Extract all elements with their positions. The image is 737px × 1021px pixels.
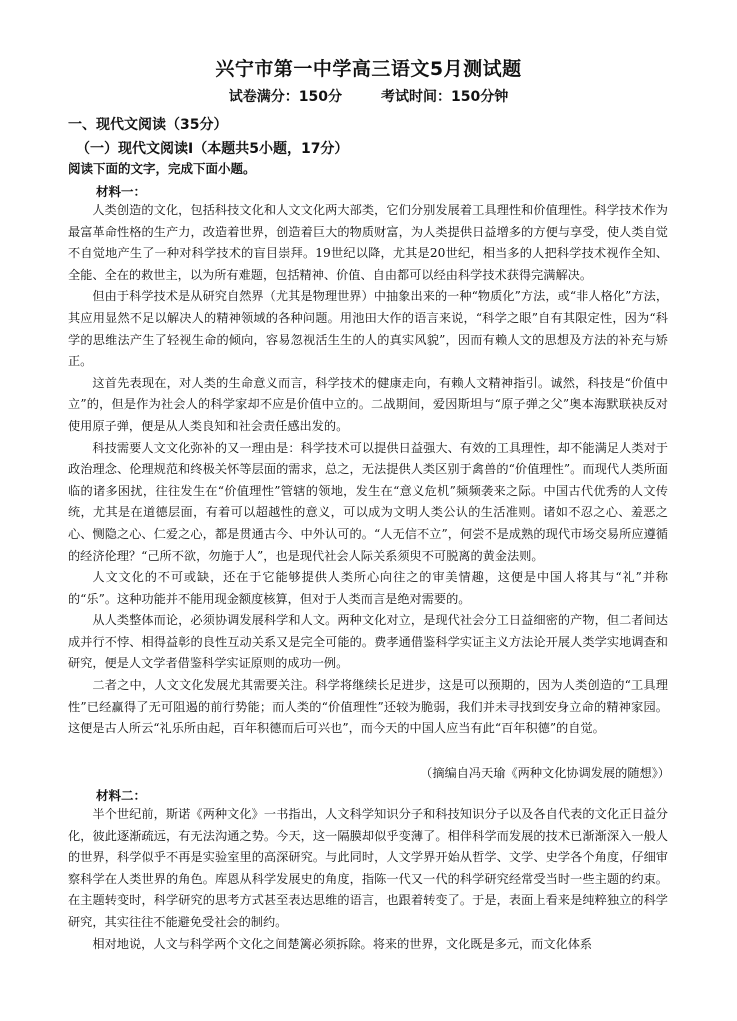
material-2-label: 材料二： xyxy=(96,788,147,803)
material-2-body xyxy=(68,804,668,955)
material-1-label: 材料一： xyxy=(96,184,147,199)
exam-subtitle: 试卷满分：150分 考试时间：150分钟 xyxy=(228,89,509,105)
paragraph: 人文文化的不可或缺，还在于它能够提供人类所心向往之的审美情趣，这便是中国人将其与“礼”并称的“乐”。这种功能并不能用现金额度核算，但对于人类而言是绝对需要的。 xyxy=(68,570,668,606)
material-1-source: （摘编自冯天瑜《两种文化协调发展的随想》） xyxy=(420,766,670,780)
material-1-body xyxy=(68,200,668,740)
subsection-heading: （一）现代文阅读Ⅰ（本题共5小题，17分） xyxy=(76,141,349,157)
paragraph: 这首先表现在，对人类的生命意义而言，科学技术的健康走向，有赖人文精神指引。诚然，科技是“价值中立”的，但是作为社会人的科学家却不应是价值中立的。二战期间，爱因斯坦与“原子弹之父”奥本海默联袂反对使用原子弹，便是从人类良知和社会责任感出发的。 xyxy=(68,375,668,433)
section-heading: 一、现代文阅读（35分） xyxy=(68,117,228,133)
paragraph: 科技需要人文文化弥补的又一理由是：科学技术可以提供日益强大、有效的工具理性，却不能满足人类对于政治理念、伦理规范和终极关怀等层面的需求，总之，无法提供人类区别于禽兽的“价值理性”。而现代人类所面临的诸多困扰，往往发生在“价值理性”管辖的领地，发生在“意义危机”频频袭来之际。中国古代优秀的人文传统，尤其是在道德层面，有着可以超越性的意义，可以成为文明人类公认的生活准则。诸如不忍之心、羞恶之心、恻隐之心、仁爱之心，都是贯通古今、中外认可的。“人无信不立”，何尝不是成熟的现代市场交易所应遵循的经济伦理？“己所不欲，勿施于人”，也是现代社会人际关系须臾不可脱离的黄金法则。 xyxy=(68,440,668,563)
paragraph: 二者之中，人文文化发展尤其需要关注。科学将继续长足进步，这是可以预期的，因为人类创造的“工具理性”已经赢得了无可阻遏的前行势能；而人类的“价值理性”还较为脆弱，我们并未寻找到安身立命的精神家园。这便是古人所云“礼乐所由起，百年积德而后可兴也”，而今天的中国人应当有此“百年积德”的自觉。 xyxy=(68,678,668,736)
paragraph: 半个世纪前，斯诺《两种文化》一书指出，人文科学知识分子和科技知识分子以及各自代表的文化正日益分化，彼此逐渐疏远，有无法沟通之势。今天，这一隔膜却似乎变薄了。相伴科学而发展的技术已渐渐深入一般人的世界，科学似乎不再是实验室里的高深研究。与此同时，人文学界开始从哲学、文学、史学各个角度，仔细审察科学在人类世界的角色。库恩从科学发展史的角度，指陈一代又一代的科学研究经常受当时一些主题的约束。在主题转变时，科学研究的思考方式甚至表达思维的语言，也跟着转变了。于是，表面上看来是纯粹独立的科学研究，其实往往不能避免受社会的制约。 xyxy=(68,807,668,929)
paragraph: 相对地说，人文与科学两个文化之间楚篱必须拆除。将来的世界，文化既是多元，而文化体系 xyxy=(92,936,593,951)
paragraph: 从人类整体而论，必须协调发展科学和人文。两种文化对立，是现代社会分工日益细密的产物，但二者间达成并行不悖、相得益彰的良性互动关系又是完全可能的。费孝通借鉴科学实证主义方法论开展人类学实地调查和研究，便是人文学者借鉴科学实证原则的成功一例。 xyxy=(68,613,668,671)
reading-instruction: 阅读下面的文字，完成下面小题。 xyxy=(68,161,256,176)
paragraph: 但由于科学技术是从研究自然界（尤其是物理世界）中抽象出来的一种“物质化”方法，或“非人格化”方法，其应用显然不足以解决人的精神领域的各种问题。用池田大作的语言来说，“科学之眼”自有其限定性，因为“科学的思维法产生了轻视生命的倾向，容易忽视活生生的人的真实风貌”，因而有赖人文的思想及方法的补充与矫正。 xyxy=(68,289,668,369)
paragraph: 人类创造的文化，包括科技文化和人文文化两大部类，它们分别发展着工具理性和价值理性。科学技术作为最富革命性格的生产力，改造着世界，创造着巨大的物质财富，为人类提供日益增多的方便与享受，使人类自觉不自觉地产生了一种对科学技术的盲目崇拜。19世纪以降，尤其是20世纪，相当多的人把科学技术视作全知、全能、全在的救世主，以为所有难题，包括精神、价值、自由都可以经由科学技术获得完满解决。 xyxy=(68,203,668,282)
exam-title: 兴宁市第一中学高三语文5月测试题 xyxy=(215,58,522,80)
